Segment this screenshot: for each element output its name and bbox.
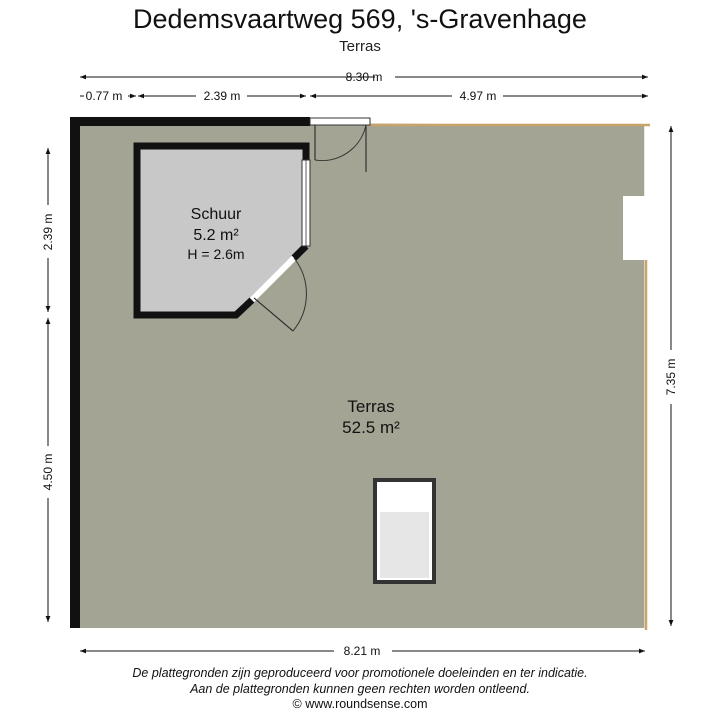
dim-top-total: 8.30 m bbox=[345, 70, 383, 84]
top-door-frame bbox=[310, 118, 370, 125]
copyright bbox=[0, 697, 720, 711]
disclaimer-line-1: De plattegronden zijn geproduceerd voor promotionele doeleinden en ter indicatie. bbox=[132, 666, 588, 680]
dim-bottom: 8.21 m bbox=[343, 644, 381, 658]
skylight-inner bbox=[380, 512, 429, 578]
dim-left-lower: 4.50 m bbox=[41, 453, 55, 491]
plan-title: Dedemsvaartweg 569, 's-Gravenhage bbox=[133, 4, 587, 34]
dim-top-seg-2: 2.39 m bbox=[203, 89, 241, 103]
schuur-height: H = 2.6m bbox=[187, 246, 245, 262]
dim-top-seg-3: 4.97 m bbox=[459, 89, 497, 103]
dim-left-upper: 2.39 m bbox=[41, 213, 55, 251]
copyright-link[interactable]: www.roundsense.com bbox=[305, 697, 428, 711]
dim-right: 7.35 m bbox=[664, 358, 678, 396]
terras-name: Terras bbox=[347, 397, 395, 416]
terras-area: 52.5 m² bbox=[342, 418, 400, 437]
wall-top bbox=[70, 117, 310, 126]
schuur-name: Schuur bbox=[190, 206, 242, 223]
plan-subtitle: Terras bbox=[339, 38, 381, 55]
copyright-symbol: © bbox=[292, 697, 302, 711]
disclaimer-line-2: Aan de plattegronden kunnen geen rechten worden ontleend. bbox=[190, 682, 530, 696]
dim-top-seg-1: 0.77 m bbox=[85, 89, 123, 103]
wall-left bbox=[70, 117, 80, 628]
schuur-area: 5.2 m² bbox=[193, 227, 239, 244]
